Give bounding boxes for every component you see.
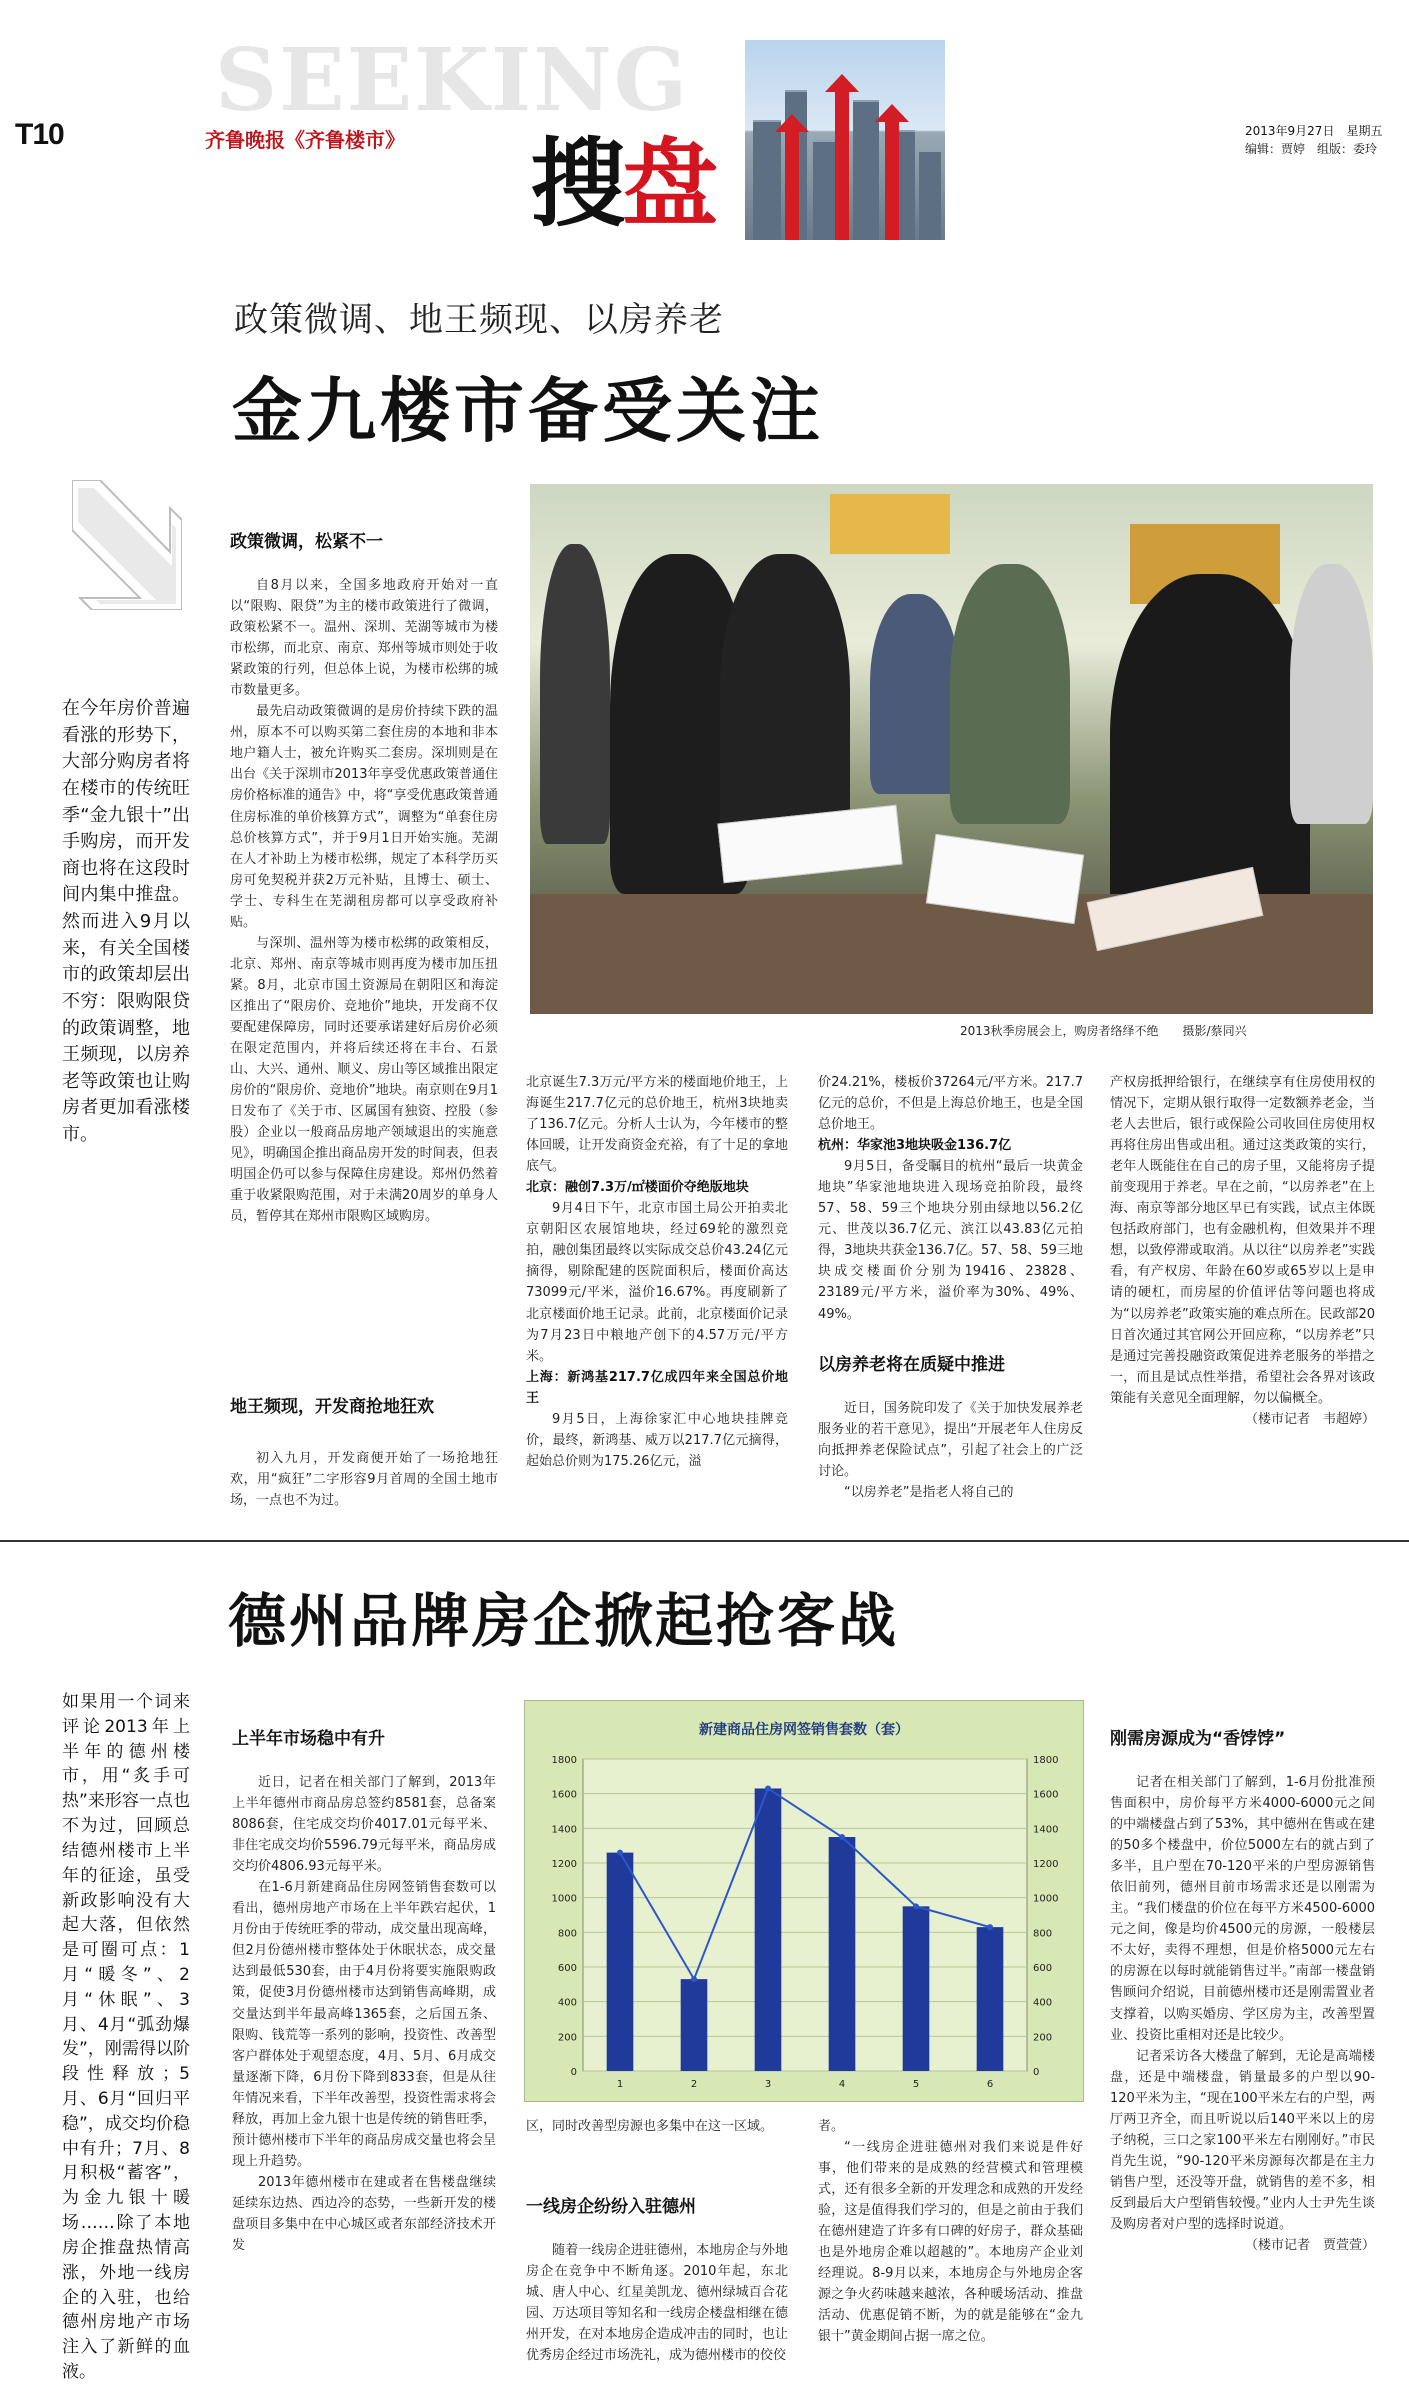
x-tick-label: 1 <box>616 2079 624 2090</box>
line-point <box>617 1850 623 1856</box>
article1-lead: 在今年房价普遍看涨的形势下，大部分购房者将在楼市的传统旺季“金九银十”出手购房，而开发商也将在这段时间内集中推盘。然而进入9月以来，有关全国楼市的政策却层出不穷：限购限贷的政策调整，地王频现，以房养老等政策也让购房者更加看涨楼市。 <box>62 698 190 1145</box>
article1-column-4 <box>1110 1072 1375 1430</box>
x-tick-label: 3 <box>764 2079 772 2090</box>
article2-column-1 <box>232 1772 496 2256</box>
paragraph: 与深圳、温州等为楼市松绑的政策相反，北京、郑州、南京等城市则再度为楼市加压扭紧。8月，北京市国土资源局在朝阳区和海淀区推出了“限房价、竞地价”地块，开发商不仅要配建保障房，同时还要承诺建好后房价必须在限定范围内，并将后续还将在丰台、石景山、大兴、通州、顺义、房山等区域推出限定房价的“限房价、竞地价”地块。南京则在9月1日发布了《关于市、区属国有独资、控股（参股）企业以一般商品房地产领域退出的实施意见》，明确国企推出商品房开发的时间表，但表明国企仍可以参与保障住房建设。郑州仍然着重于收紧限购范围，对于未满20周岁的单身人员，暂停其在郑州市限购区域购房。 <box>230 935 498 1225</box>
section-divider <box>0 1540 1409 1542</box>
y-tick-label-left: 400 <box>557 1997 577 2009</box>
y-tick-label-right: 1400 <box>1033 1824 1059 1836</box>
paragraph: “以房养老”是指老人将自己的 <box>844 1485 1014 1501</box>
paragraph: “一线房企进驻德州对我们来说是件好事，他们带来的是成熟的经营模式和管理模式，还有很多全新的开发理念和成熟的开发经验，这是值得我们学习的，但是之前由于我们在德州建造了许多有口碑的好房子，群众基础也是外地房企难以超越的”。本地房产企业刘经理说。8-9月以来，本地房企与外地房企客源之争火药味越来越浓，各种暖场活动、推盘活动、优惠促销不断，为的就是能够在“金九银十”黄金期间占据一席之位。 <box>818 2140 1083 2345</box>
chart-plot <box>525 1701 1085 2103</box>
paragraph: 北京诞生7.3万元/平方米的楼面地价地王，上海诞生217.7亿元的总价地王，杭州3块地卖了136.7亿元。分析人士认为，今年楼市的整体回暖，让开发商资金充裕，有了十足的拿地底气。 <box>526 1075 788 1175</box>
y-tick-label-right: 1000 <box>1033 1893 1059 1905</box>
chart-title: 新建商品住房网签销售套数（套） <box>699 1722 909 1738</box>
article2-column-3 <box>818 2116 1083 2348</box>
section-title: 搜盘 <box>530 128 714 240</box>
y-tick-label-left: 1400 <box>551 1824 577 1836</box>
x-tick-label: 5 <box>912 2079 920 2090</box>
article1-column-1b <box>230 1448 498 1511</box>
bar <box>681 1979 708 2071</box>
newspaper-brand: 齐鲁晚报《齐鲁楼市》 <box>205 128 405 152</box>
line-point <box>691 1976 697 1982</box>
article2-section-market: 上半年市场稳中有升 <box>232 1729 385 1749</box>
article2-column-2 <box>526 2240 788 2366</box>
article2-headline: 德州品牌房企掀起抢客战 <box>228 1587 900 1655</box>
article1-byline: （楼市记者 韦超婷） <box>1244 1411 1375 1427</box>
article1-section-policy: 政策微调，松紧不一 <box>230 532 383 552</box>
article1-column-2 <box>526 1072 788 1472</box>
paragraph: 最先启动政策微调的是房价持续下跌的温州，原本不可以购买第二套住房的本地和非本地户籍人士，被允许购买二套房。深圳则是在出台《关于深圳市2013年享受优惠政策普通住房价格标准的通告》中，将“享受优惠政策普通住房标准的单价核算方式”，调整为“单套住房总价核算方式”，并于9月1日开始实施。芜湖在人才补助上为楼市松绑，规定了本科学历买房可免契税并获2万元补贴，且博士、硕士、学士、专科生在芜湖租房都可以享受政府补贴。 <box>230 704 498 930</box>
paragraph: 者。 <box>818 2119 845 2134</box>
y-tick-label-right: 1800 <box>1033 1755 1059 1766</box>
paragraph: 2013年德州楼市在建或者在售楼盘继续延续东边热、西边冷的态势，一些新开发的楼盘项目多集中在中心城区或者东部经济技术开发 <box>232 2174 496 2254</box>
bar <box>607 1853 634 2071</box>
article2-section-rigid-demand: 刚需房源成为“香饽饽” <box>1110 1729 1286 1749</box>
y-tick-label-right: 400 <box>1033 1997 1053 2009</box>
bar <box>903 1906 930 2071</box>
article1-section-reverse-mortgage: 以房养老将在质疑中推进 <box>818 1355 1005 1375</box>
y-tick-label-left: 1800 <box>551 1755 577 1766</box>
y-tick-label-left: 200 <box>557 2032 577 2044</box>
paragraph: 9月5日，上海徐家汇中心地块挂牌竞价，最终，新鸿基、威万以217.7亿元摘得，起始总价则为175.26亿元，溢 <box>526 1411 788 1469</box>
y-tick-label-right: 800 <box>1033 1928 1053 1940</box>
seeking-watermark: SEEKING <box>215 30 690 131</box>
article2-lead: 如果用一个词来评论2013年上半年的德州楼市，用“炙手可热”来形容一点也不为过，回顾总结德州楼市上半年的征途，虽受新政影响没有大起大落，但依然是可圈可点：1月“暖冬”、2月“休眠”、3月、4月“弧劲爆发”，刚需得以阶段性释放；5月、6月“回归平稳”，成交均价稳中有升；7月、8月积极“蓄客”，为金九银十暖场……除了本地房企推盘热情高涨，外地一线房企的入驻，也给德州房地产市场注入了新鲜的血液。 <box>62 1692 190 2382</box>
y-tick-label-left: 1200 <box>551 1859 577 1870</box>
paragraph: 9月5日，备受瞩目的杭州“最后一块黄金地块”华家池地块进入现场竞拍阶段，最终57、58、59三个地块分别由绿地以56.2亿元、世茂以36.7亿元、滨江以43.83亿元拍得，3地块共获金136.7亿。57、58、59三地块成交楼面价分别为19416、23828、23189元/平方米，溢价率为30%、49%、49%。 <box>818 1159 1083 1322</box>
article2-column-4 <box>1110 1772 1375 2256</box>
y-tick-label-right: 600 <box>1033 1963 1053 1974</box>
article1-section-land-kings: 地王频现，开发商抢地狂欢 <box>230 1397 434 1417</box>
paragraph: 随着一线房企进驻德州，本地房企与外地房企在竞争中不断角逐。2010年起，东北城、唐人中心、红星美凯龙、德州绿城百合花园、万达项目等知名和一线房企楼盘相继在德州开发，在对本地房企造成冲击的同时，也让优秀房企经过市场洗礼，成为德州楼市的佼佼 <box>526 2243 788 2364</box>
line-point <box>913 1903 919 1909</box>
y-tick-label-right: 1600 <box>1033 1789 1059 1801</box>
article1-column-3b <box>818 1398 1083 1503</box>
y-tick-label-left: 600 <box>557 1963 577 1974</box>
photo-caption: 2013秋季房展会上，购房者络绎不绝 摄影/蔡同兴 <box>960 1024 1247 1038</box>
subhead-hangzhou: 杭州：华家池3地块吸金136.7亿 <box>818 1138 1012 1154</box>
article1-headline: 金九楼市备受关注 <box>232 370 824 452</box>
subhead-beijing: 北京：融创7.3万/㎡楼面价夺绝版地块 <box>526 1180 749 1196</box>
line-point <box>839 1834 845 1840</box>
paragraph: 9月4日下午，北京市国土局公开拍卖北京朝阳区农展馆地块，经过69轮的激烈竞拍，融创集团最终以实际成交总价43.24亿元摘得，剔除配建的医院面积后，楼面价高达73099元/平米，溢价16.67%。再度刷新了北京楼面价地王记录。此前，北京楼面价记录为7月23日中粮地产创下的4.57万元/平方米。 <box>526 1201 788 1364</box>
paragraph: 区，同时改善型房源也多集中在这一区域。 <box>526 2119 774 2134</box>
y-tick-label-right: 200 <box>1033 2032 1053 2044</box>
article2-byline: （楼市记者 贾萱萱） <box>1244 2238 1375 2254</box>
housing-expo-photo <box>530 484 1373 1014</box>
article2-column-2-top <box>526 2116 788 2137</box>
x-tick-label: 4 <box>838 2079 846 2090</box>
line-point <box>987 1924 993 1930</box>
paragraph: 记者采访各大楼盘了解到，无论是高端楼盘，还是中端楼盘，销量最多的户型以90-120平米为主，“现在100平米左右的户型，两厅两卫齐全，而且听说以后140平米以上的房子纳税，三口之家100平米左右刚刚好。”市民肖先生说，“90-120平米房源每次都是在主力销售户型，还没等开盘，就销售的差不多，相反到最后大户型销售较慢。”业内人士尹先生谈及购房者对户型的选择时说道。 <box>1110 2048 1375 2232</box>
bar <box>755 1788 782 2071</box>
x-tick-label: 6 <box>986 2079 994 2090</box>
editor-credits: 编辑：贾婷 组版：委玲 <box>1245 142 1378 156</box>
bar <box>977 1927 1004 2071</box>
paragraph: 近日，国务院印发了《关于加快发展养老服务业的若干意见》，提出“开展老年人住房反向抵押养老保险试点”，引起了社会上的广泛讨论。 <box>818 1401 1083 1480</box>
paragraph: 在1-6月新建商品住房网签销售套数可以看出，德州房地产市场在上半年跌宕起伏，1月份由于传统旺季的带动，成交量出现高峰，但2月份德州楼市整体处于休眠状态，成交量达到最低530套，由于4月份将要实施限购政策，促使3月份德州楼市达到销售高峰期，成交量达到半年最高峰1365套，之后国五条、限购、钱荒等一系列的影响，投资性、改善型客户群体处于观望态度，4月、5月、6月成交量逐渐下降，6月份下降到833套，但是从往年情况来看，下半年改善型，投资性需求将会释放，再加上金九银十也是传统的销售旺季，预计德州楼市下半年的商品房成交量也将会呈现上升趋势。 <box>232 1880 496 2169</box>
article1-kicker: 政策微调、地王频现、以房养老 <box>234 300 724 340</box>
header-city-arrows-photo <box>745 40 945 240</box>
down-right-arrow-icon <box>72 480 182 610</box>
sales-chart <box>524 1700 1084 2102</box>
y-tick-label-right: 1200 <box>1033 1859 1059 1870</box>
paragraph: 近日，记者在相关部门了解到，2013年上半年德州市商品房总签约8581套，总备案8086套，住宅成交均价4017.01元每平米、非住宅成交均价5596.79元每平米，商品房成交均价4806.93元每平米。 <box>232 1775 496 1875</box>
paragraph: 记者在相关部门了解到，1-6月份批准预售面积中，房价每平方米4000-6000元之间的中端楼盘占到了53%，其中德州在售或在建的50多个楼盘中，价位5000左右的就占到了多半，且户型在70-120平米的户型房源销售依旧前列，德州目前市场需求还是以刚需为主。“我们楼盘的价位在每平方米4500-6000元之间，像是均价4500元的房源，一般楼层不太好，卖得不理想，但是价格5000元左右的房源在以每时就能销售过半。”南部一楼盘销售顾问介绍说，目前德州楼市还是刚需置业者支撑着，以购买婚房、学区房为主，改善型置业、投资比重相对还是比较少。 <box>1110 1775 1375 2043</box>
paragraph: 产权房抵押给银行，在继续享有住房使用权的情况下，定期从银行取得一定数额养老金，当老人去世后，银行或保险公司收回住房使用权再将住房出售或出租。通过这类政策的实行，老年人既能住在自己的房子里，又能将房子提前变现用于养老。早在之前，“以房养老”在上海、南京等部分地区早已有实践，试点主体既包括政府部门，也有金融机构，但效果并不理想，以致停滞或取消。从以往“以房养老”实践看，有产权房、年龄在60岁或65岁以上是申请的硬杠，而房屋的价值评估等问题也将成为“以房养老”政策实施的难点所在。民政部20日首次通过其官网公开回应称，“以房养老”只是通过完善投融资政策促进养老服务的举措之一，而且是试点性举措，希望社会各界对该政策能有关意见全面理解，勿以偏概全。 <box>1110 1075 1375 1406</box>
page-number: T10 <box>15 118 64 151</box>
y-tick-label-left: 1000 <box>551 1893 577 1905</box>
bar <box>829 1837 856 2071</box>
y-tick-label-right: 0 <box>1033 2067 1040 2078</box>
paragraph: 初入九月，开发商便开始了一场抢地狂欢，用“疯狂”二字形容9月首周的全国土地市场，一点也不为过。 <box>230 1451 498 1509</box>
paragraph: 价24.21%，楼板价37264元/平方米。217.7亿元的总价，不但是上海总价地王，也是全国总价地王。 <box>818 1075 1083 1133</box>
y-tick-label-left: 0 <box>570 2067 577 2078</box>
issue-date: 2013年9月27日 星期五 <box>1245 124 1383 138</box>
x-tick-label: 2 <box>690 2079 698 2090</box>
y-tick-label-left: 800 <box>557 1928 577 1940</box>
line-point <box>765 1785 771 1791</box>
article2-section-first-tier: 一线房企纷纷入驻德州 <box>526 2197 696 2217</box>
article1-column-3 <box>818 1072 1083 1325</box>
paragraph: 自8月以来，全国多地政府开始对一直以“限购、限贷”为主的楼市政策进行了微调，政策松紧不一。温州、深圳、芜湖等城市为楼市松绑，而北京、南京、郑州等城市则处于收紧政策的行列，但总体上说，为楼市松绑的城市数量更多。 <box>230 578 498 699</box>
plot-area <box>583 1759 1027 2071</box>
subhead-shanghai: 上海：新鸿基217.7亿成四年来全国总价地王 <box>526 1369 788 1406</box>
y-tick-label-left: 1600 <box>551 1789 577 1801</box>
article1-column-1 <box>230 575 498 1227</box>
